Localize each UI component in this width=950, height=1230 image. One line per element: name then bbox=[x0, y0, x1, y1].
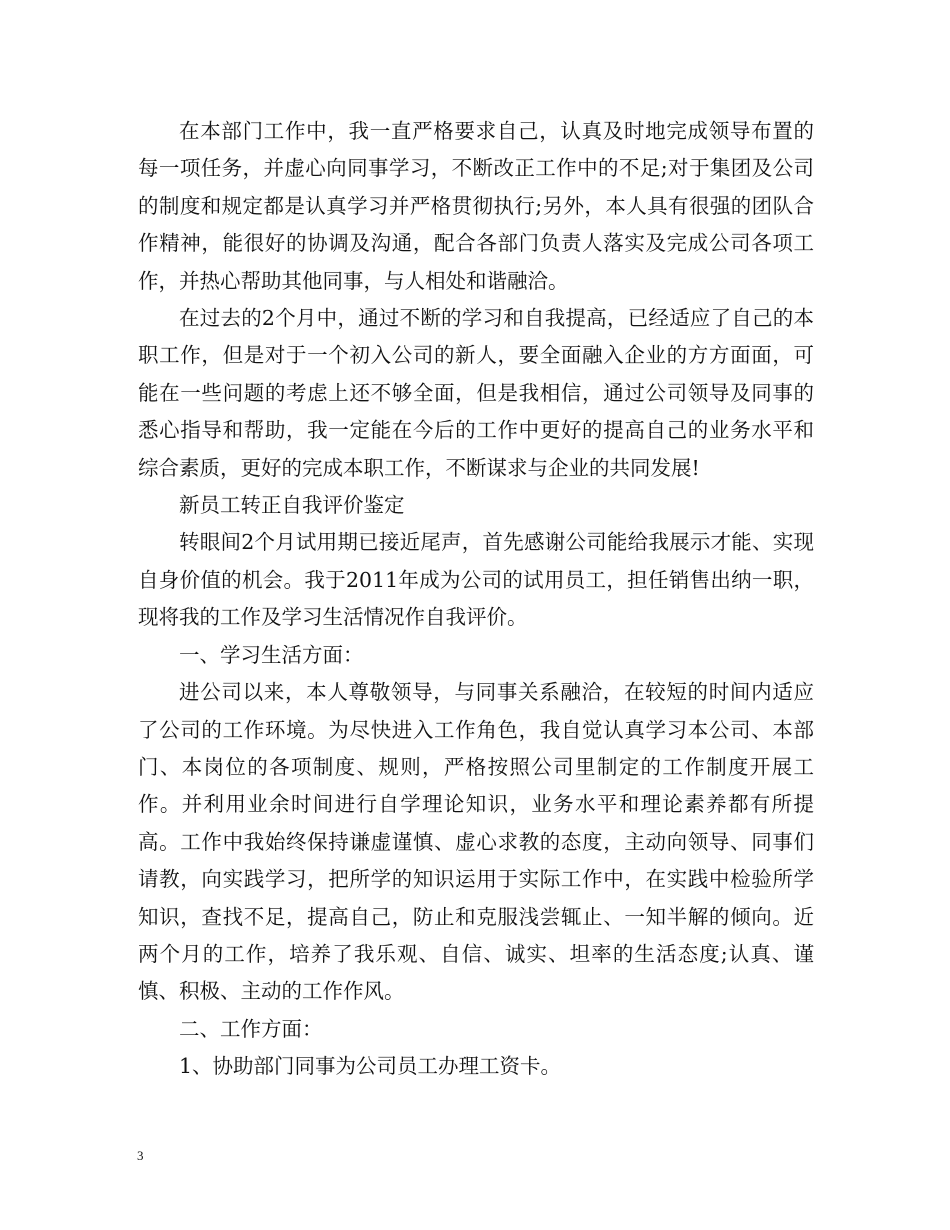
list-item-work-1: 1、协助部门同事为公司员工办理工资卡。 bbox=[179, 1054, 562, 1079]
heading-study-life: 一、学习生活方面： bbox=[179, 642, 364, 667]
page-number: 3 bbox=[137, 1148, 144, 1163]
document-body bbox=[138, 113, 814, 1086]
heading-work: 二、工作方面： bbox=[179, 1016, 323, 1041]
paragraph-work-attitude: 在本部门工作中，我一直严格要求自己，认真及时地完成领导布置的每一项任务，并虚心向同事学习，不断改正工作中的不足;对于集团及公司的制度和规定都是认真学习并严格贯彻执行;另外，本人具有很强的团队合作精神，能很好的协调及沟通，配合各部门负责人落实及完成公司各项工作，并热心帮助其他同事，与人相处和谐融洽。 bbox=[138, 119, 814, 293]
paragraph-intro: 转眼间2个月试用期已接近尾声，首先感谢公司能给我展示才能、实现自身价值的机会。我于2011年成为公司的试用员工，担任销售出纳一职，现将我的工作及学习生活情况作自我评价。 bbox=[138, 530, 814, 630]
paragraph-past-two-months: 在过去的2个月中，通过不断的学习和自我提高，已经适应了自己的本职工作，但是对于一个初入公司的新人，要全面融入企业的方方面面，可能在一些问题的考虑上还不够全面，但是我相信，通过公司领导及同事的悉心指导和帮助，我一定能在今后的工作中更好的提高自己的业务水平和综合素质，更好的完成本职工作，不断谋求与企业的共同发展! bbox=[138, 306, 814, 480]
paragraph-study-life: 进公司以来，本人尊敬领导，与同事关系融洽，在较短的时间内适应了公司的工作环境。为尽快进入工作角色，我自觉认真学习本公司、本部门、本岗位的各项制度、规则，严格按照公司里制定的工作制度开展工作。并利用业余时间进行自学理论知识，业务水平和理论素养都有所提高。工作中我始终保持谦虚谨慎、虚心求教的态度，主动向领导、同事们请教，向实践学习，把所学的知识运用于实际工作中，在实践中检验所学知识，查找不足，提高自己，防止和克服浅尝辄止、一知半解的倾向。近两个月的工作，培养了我乐观、自信、诚实、坦率的生活态度;认真、谨慎、积极、主动的工作作风。 bbox=[138, 680, 814, 1004]
section-title: 新员工转正自我评价鉴定 bbox=[179, 493, 405, 518]
